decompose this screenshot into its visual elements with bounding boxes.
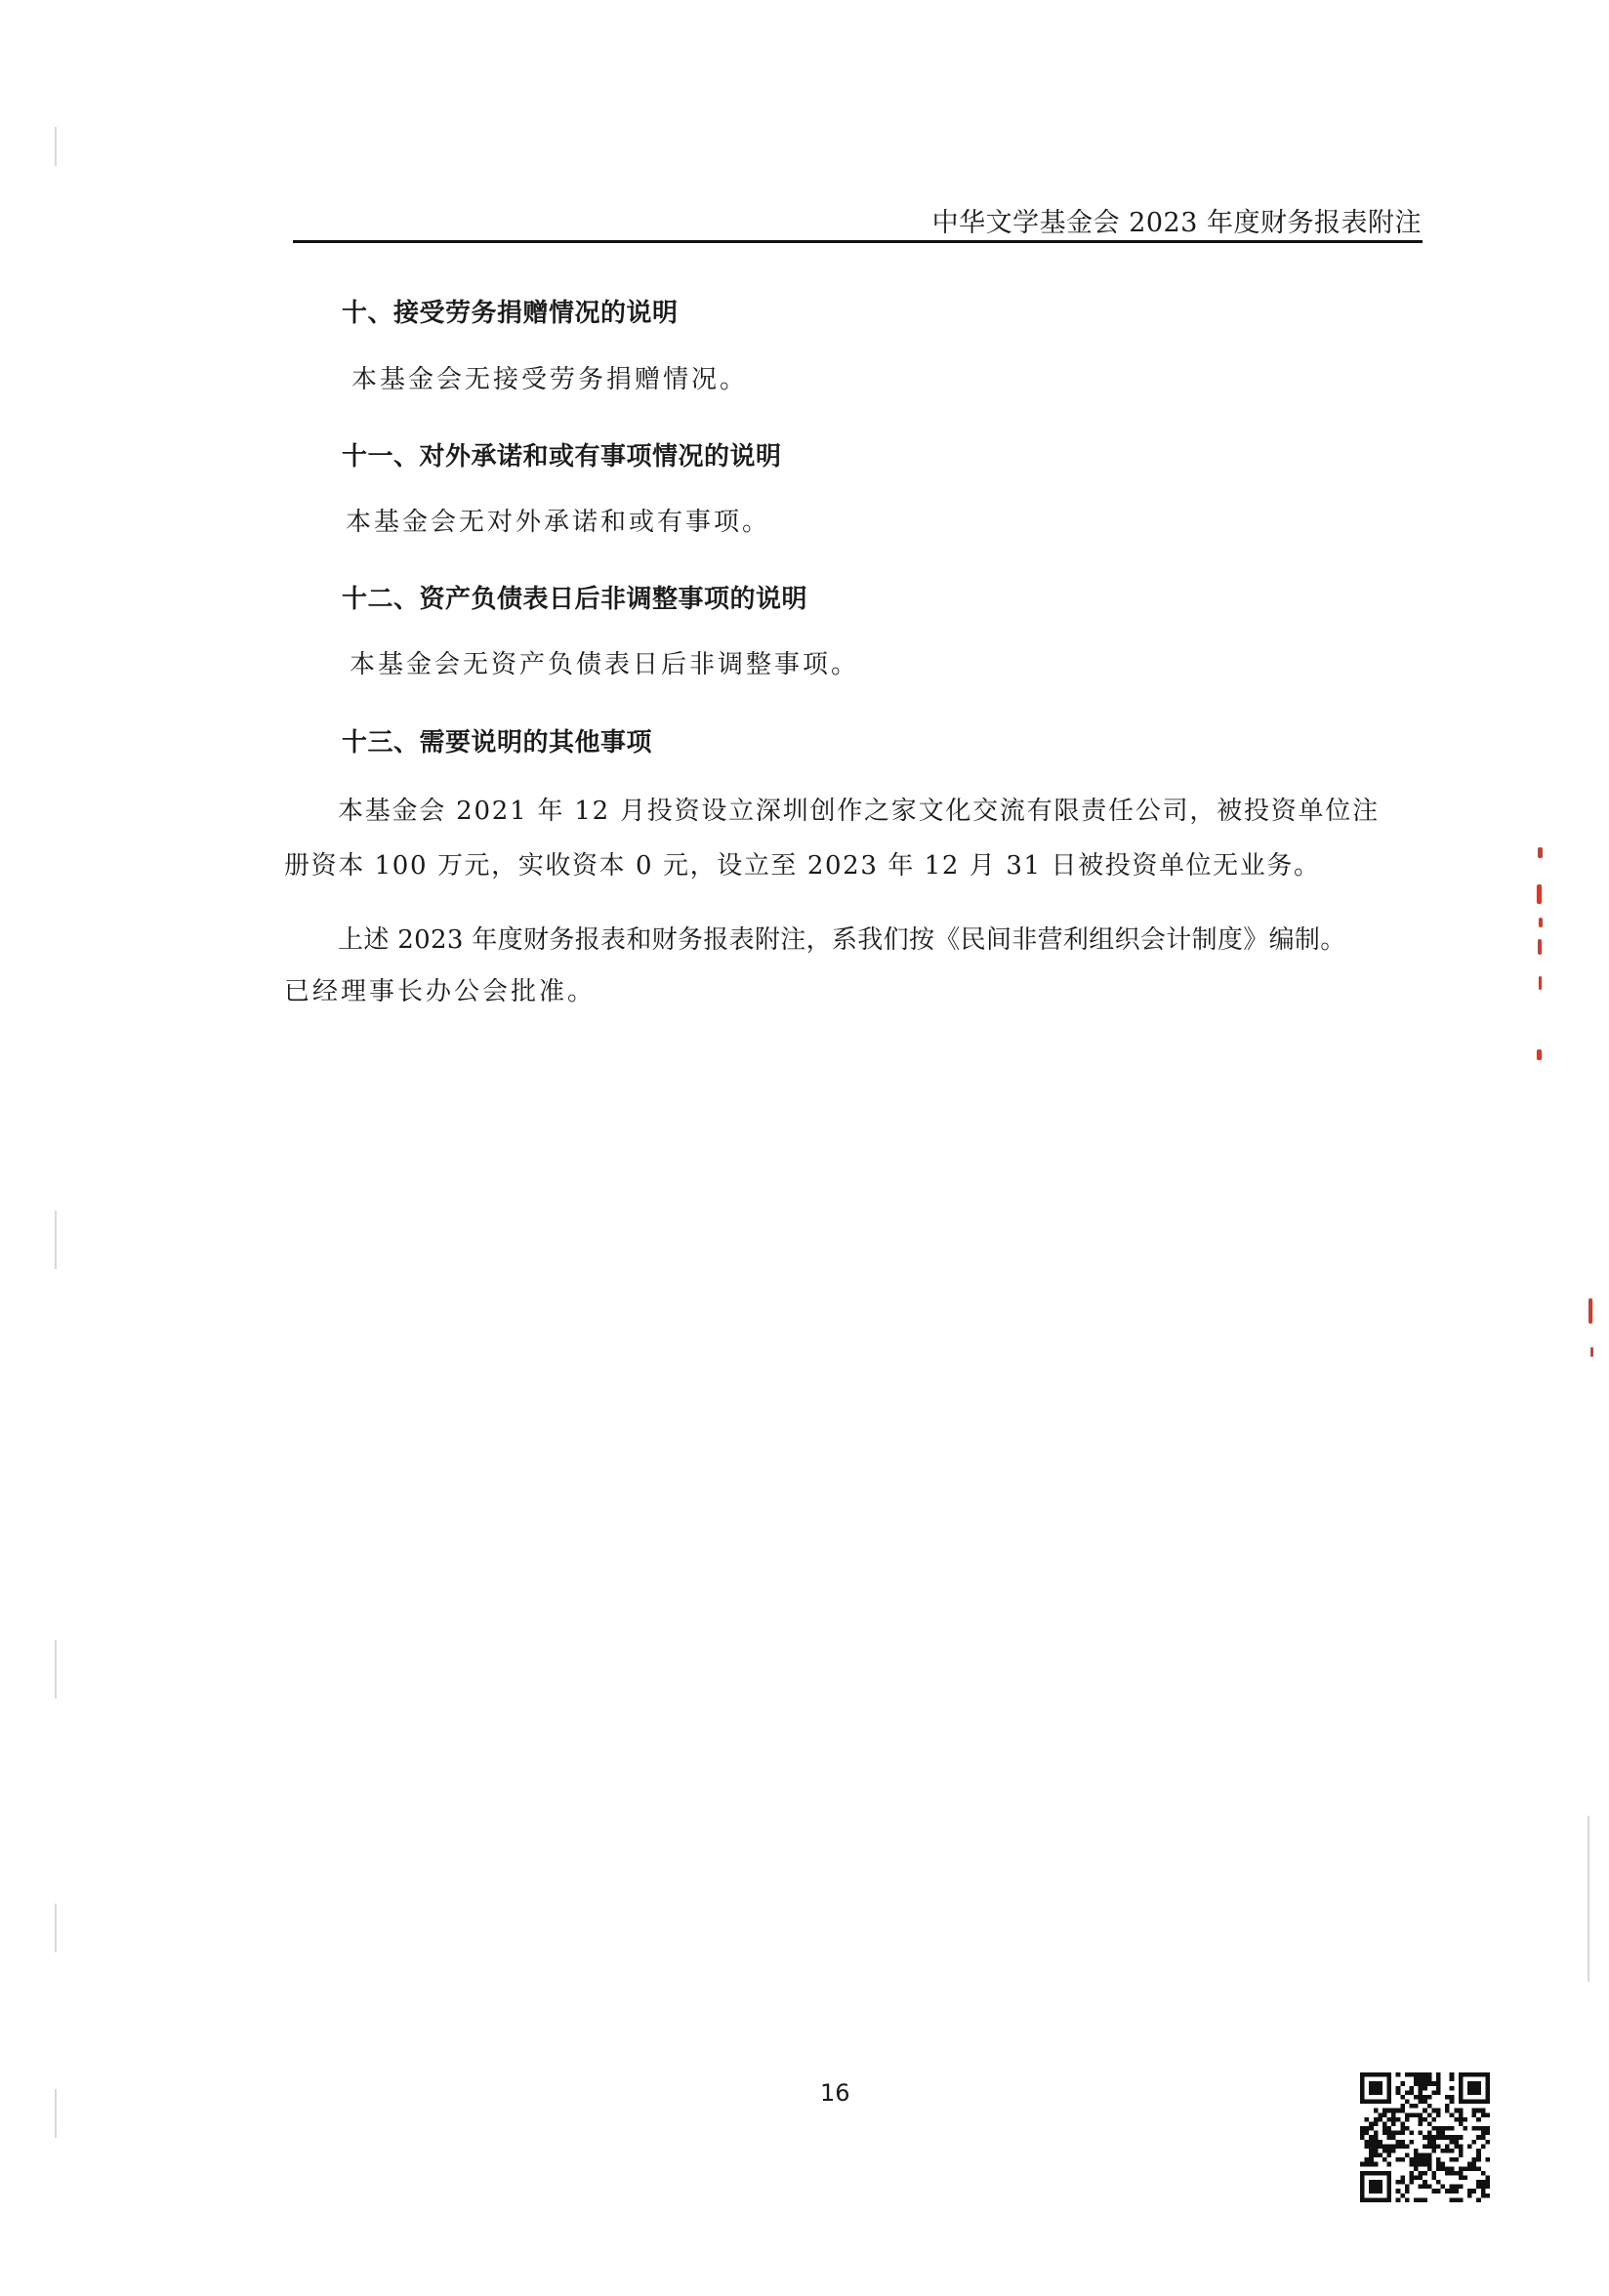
scan-artifact bbox=[55, 1904, 57, 1952]
section-heading-11: 十一、对外承诺和或有事项情况的说明 bbox=[342, 442, 782, 472]
seal-edge-mark bbox=[1538, 939, 1542, 955]
section-body-10: 本基金会无接受劳务捐赠情况。 bbox=[351, 365, 749, 394]
section-body-11: 本基金会无对外承诺和或有事项。 bbox=[346, 508, 771, 537]
seal-edge-mark bbox=[1590, 1347, 1593, 1357]
section-heading-13: 十三、需要说明的其他事项 bbox=[342, 728, 653, 758]
seal-edge-mark bbox=[1539, 918, 1543, 927]
scan-artifact bbox=[1588, 1816, 1589, 1982]
seal-edge-mark bbox=[1537, 884, 1542, 904]
qr-code bbox=[1360, 2072, 1490, 2202]
seal-edge-mark bbox=[1539, 976, 1542, 990]
header-rule bbox=[293, 240, 1423, 243]
page-number: 16 bbox=[820, 2079, 850, 2107]
section-heading-10: 十、接受劳务捐赠情况的说明 bbox=[342, 299, 679, 328]
section-body-12: 本基金会无资产负债表日后非调整事项。 bbox=[350, 650, 860, 679]
paragraph-line: 已经理事长办公会批准。 bbox=[284, 977, 597, 1006]
seal-edge-mark bbox=[1537, 1049, 1542, 1060]
scan-artifact bbox=[55, 1640, 57, 1699]
paragraph-line: 册资本 100 万元，实收资本 0 元，设立至 2023 年 12 月 31 日被投资单位无业务。 bbox=[284, 851, 1321, 881]
section-heading-12: 十二、资产负债表日后非调整事项的说明 bbox=[342, 585, 808, 614]
paragraph-line: 上述 2023 年度财务报表和财务报表附注，系我们按《民间非营利组织会计制度》编制。 bbox=[338, 925, 1346, 955]
scan-artifact bbox=[55, 1210, 57, 1269]
scan-artifact bbox=[55, 127, 57, 166]
running-header: 中华文学基金会 2023 年度财务报表附注 bbox=[931, 208, 1422, 238]
paragraph-line: 本基金会 2021 年 12 月投资设立深圳创作之家文化交流有限责任公司，被投资单位注 bbox=[338, 797, 1380, 826]
seal-edge-mark bbox=[1588, 1298, 1592, 1324]
scan-artifact bbox=[55, 2089, 57, 2138]
seal-edge-mark bbox=[1538, 847, 1543, 858]
